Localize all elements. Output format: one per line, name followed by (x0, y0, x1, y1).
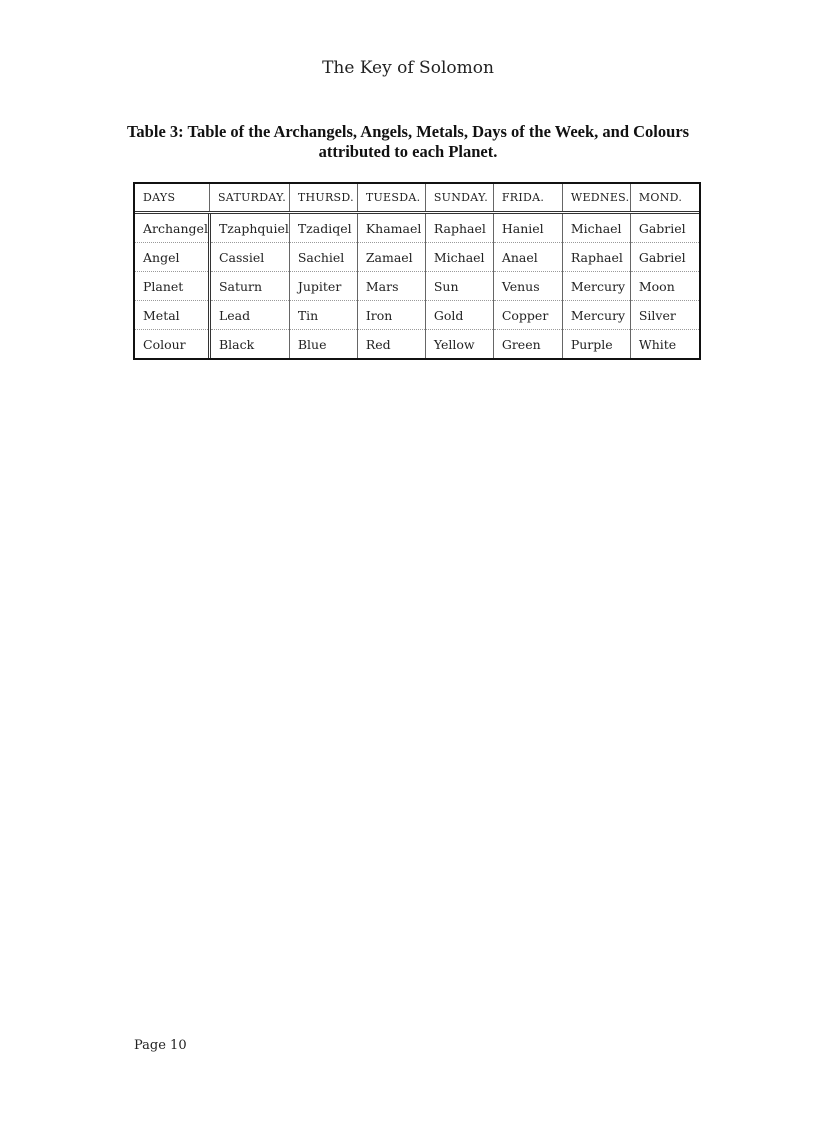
table-cell: Mercury (562, 272, 630, 301)
table-cell: Copper (493, 301, 562, 330)
running-header: The Key of Solomon (322, 58, 494, 78)
table-cell: Jupiter (289, 272, 357, 301)
table-row-archangel (135, 213, 699, 243)
table-cell: Gabriel (630, 213, 699, 243)
table-cell: Blue (289, 330, 357, 359)
table-header-row (135, 184, 699, 213)
table-cell: Lead (209, 301, 289, 330)
table-cell: Michael (425, 243, 493, 272)
table-cell: Black (209, 330, 289, 359)
column-header-monday: MOND. (630, 184, 699, 213)
table-cell: Mars (357, 272, 425, 301)
column-header-sunday: SUNDAY. (425, 184, 493, 213)
row-label: Colour (135, 330, 209, 359)
table-cell: Gabriel (630, 243, 699, 272)
table-cell: Raphael (425, 213, 493, 243)
table-caption (118, 122, 698, 162)
table-cell: Iron (357, 301, 425, 330)
table-row-angel (135, 243, 699, 272)
table-cell: Saturn (209, 272, 289, 301)
table-cell: Khamael (357, 213, 425, 243)
table-cell: Yellow (425, 330, 493, 359)
table-row-colour (135, 330, 699, 359)
page-number: Page 10 (134, 1038, 187, 1053)
table-cell: Red (357, 330, 425, 359)
table-cell: Anael (493, 243, 562, 272)
table-cell: Zamael (357, 243, 425, 272)
table-row-metal (135, 301, 699, 330)
table-cell: Raphael (562, 243, 630, 272)
column-header-friday: FRIDA. (493, 184, 562, 213)
table-cell: Purple (562, 330, 630, 359)
table-cell: Tzaphquiel (209, 213, 289, 243)
table-cell: Tin (289, 301, 357, 330)
row-label: Planet (135, 272, 209, 301)
column-header-saturday: SATURDAY. (209, 184, 289, 213)
table-cell: Haniel (493, 213, 562, 243)
column-header-wednesday: WEDNES. (562, 184, 630, 213)
table-caption-line-2: attributed to each Planet. (318, 142, 498, 161)
table-cell: Michael (562, 213, 630, 243)
table-cell: Sun (425, 272, 493, 301)
column-header-days: DAYS (135, 184, 209, 213)
planetary-attributes-table (133, 182, 701, 360)
table-row-planet (135, 272, 699, 301)
row-label: Metal (135, 301, 209, 330)
row-label: Archangel (135, 213, 209, 243)
table-cell: Cassiel (209, 243, 289, 272)
table-cell: Moon (630, 272, 699, 301)
table-cell: White (630, 330, 699, 359)
table-cell: Mercury (562, 301, 630, 330)
table-cell: Green (493, 330, 562, 359)
table-caption-line-1: Table 3: Table of the Archangels, Angels, Metals, Days of the Week, and Colours (126, 122, 690, 141)
column-header-tuesday: TUESDA. (357, 184, 425, 213)
table-cell: Sachiel (289, 243, 357, 272)
table-cell: Silver (630, 301, 699, 330)
table-cell: Venus (493, 272, 562, 301)
table-cell: Gold (425, 301, 493, 330)
column-header-thursday: THURSD. (289, 184, 357, 213)
table-cell: Tzadiqel (289, 213, 357, 243)
row-label: Angel (135, 243, 209, 272)
